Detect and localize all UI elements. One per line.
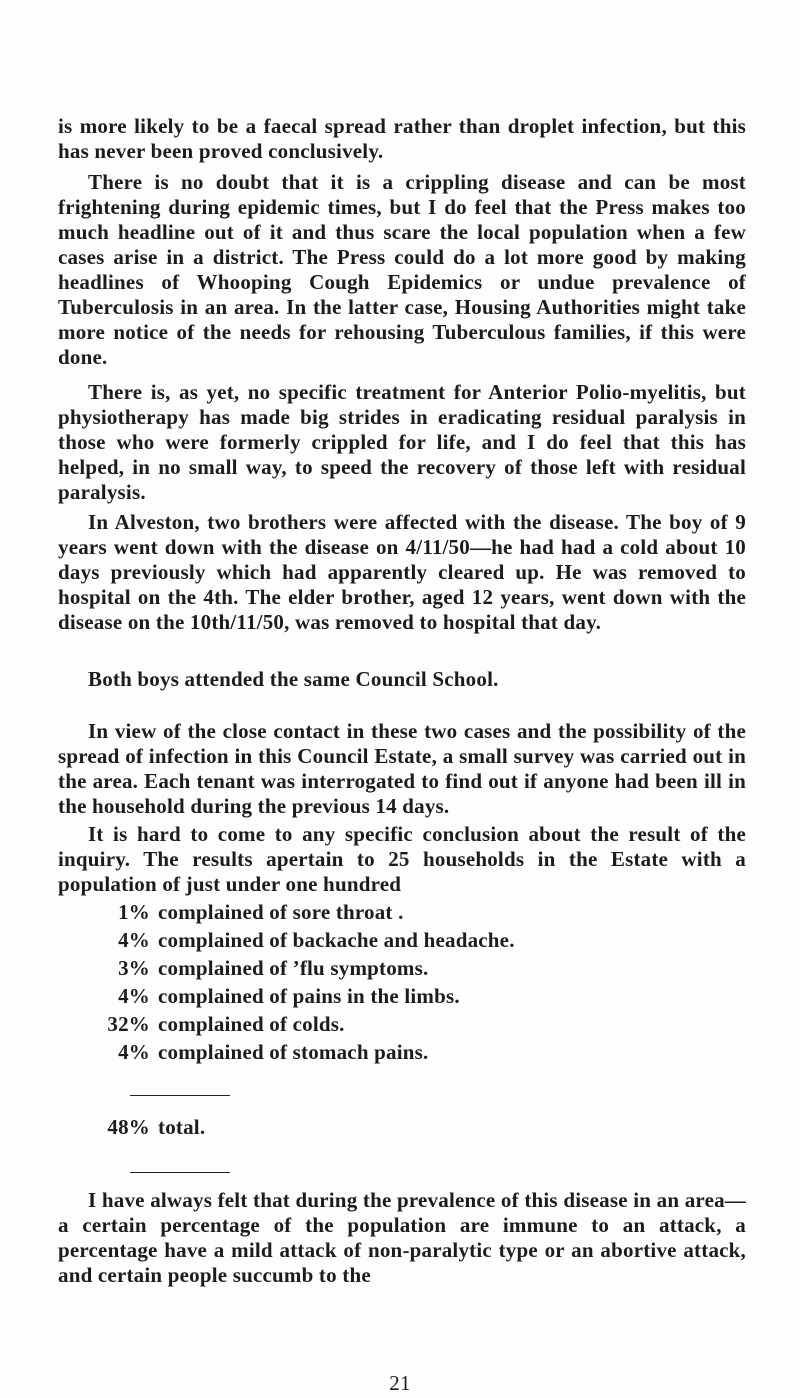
survey-percentage: 32% xyxy=(107,1012,150,1036)
total-rule-top xyxy=(130,1095,230,1096)
survey-percentage: 4% xyxy=(118,1040,150,1064)
paragraph-crippling-disease: There is no doubt that it is a crippling disease and can be most frightening during epidemic times, but I do feel that the Press makes too much headline out of it and thus scare the local population when a few cases arise in a district. The Press could do a lot more good by making headlines of Whooping Cough Epidemics or undue prevalence of Tuberculosis in an area. In the latter case, Housing Authorities might take more notice of the needs for rehousing Tuberculous families, if this were done. xyxy=(58,170,746,369)
paragraph-alveston-cases: In Alveston, two brothers were affected with the disease. The boy of 9 years went down with the disease on 4/11/50—he had had a cold about 10 days previously which had apparently cleared up. He was removed to hospital on the 4th. The elder brother, aged 12 years, went down with the disease on the 10th/11/50, was removed to hospital that day. xyxy=(58,510,746,634)
survey-percentage: 3% xyxy=(118,956,150,980)
list-item xyxy=(90,900,590,928)
paragraph-inquiry-result: It is hard to come to any specific conclusion about the result of the inquiry. The results apertain to 25 households in the Estate with a population of just under one hundred xyxy=(58,822,746,896)
survey-percentage: 1% xyxy=(118,900,150,924)
list-item xyxy=(90,1012,590,1040)
page-number: 21 xyxy=(389,1371,411,1395)
total-label: total. xyxy=(158,1115,206,1139)
survey-description: complained of ’flu symptoms. xyxy=(158,956,429,980)
survey-description: complained of sore throat . xyxy=(158,900,404,924)
survey-total xyxy=(90,1115,590,1143)
total-rule-bottom xyxy=(130,1172,230,1173)
survey-description: complained of pains in the limbs. xyxy=(158,984,460,1008)
paragraph-faecal-spread: is more likely to be a faecal spread rather than droplet infection, but this has never been proved conclusively. xyxy=(58,114,746,163)
total-row xyxy=(90,1115,590,1143)
list-item xyxy=(90,1040,590,1068)
survey-description: complained of backache and headache. xyxy=(158,928,515,952)
survey-percentage: 4% xyxy=(118,928,150,952)
survey-description: complained of stomach pains. xyxy=(158,1040,429,1064)
survey-percentage: 4% xyxy=(118,984,150,1008)
list-item xyxy=(90,956,590,984)
list-item xyxy=(90,984,590,1012)
paragraph-council-school: Both boys attended the same Council School. xyxy=(88,667,499,691)
paragraph-immunity: I have always felt that during the prevalence of this disease in an area—a certain percentage of the population are immune to an attack, a percentage have a mild attack of non-paralytic type or an abortive attack, and certain people succumb to the xyxy=(58,1188,746,1287)
survey-results-list xyxy=(90,900,590,1068)
list-item xyxy=(90,928,590,956)
paragraph-treatment: There is, as yet, no specific treatment for Anterior Polio-myelitis, but physiotherapy has made big strides in eradicating residual paralysis in those who were formerly crippled for life, and I do feel that this has helped, in no small way, to speed the recovery of those left with residual paralysis. xyxy=(58,380,746,504)
total-percentage: 48% xyxy=(107,1115,150,1139)
survey-description: complained of colds. xyxy=(158,1012,345,1036)
paragraph-survey-intro: In view of the close contact in these two cases and the possibility of the spread of infection in this Council Estate, a small survey was carried out in the area. Each tenant was interrogated to find out if anyone had been ill in the household during the previous 14 days. xyxy=(58,719,746,818)
